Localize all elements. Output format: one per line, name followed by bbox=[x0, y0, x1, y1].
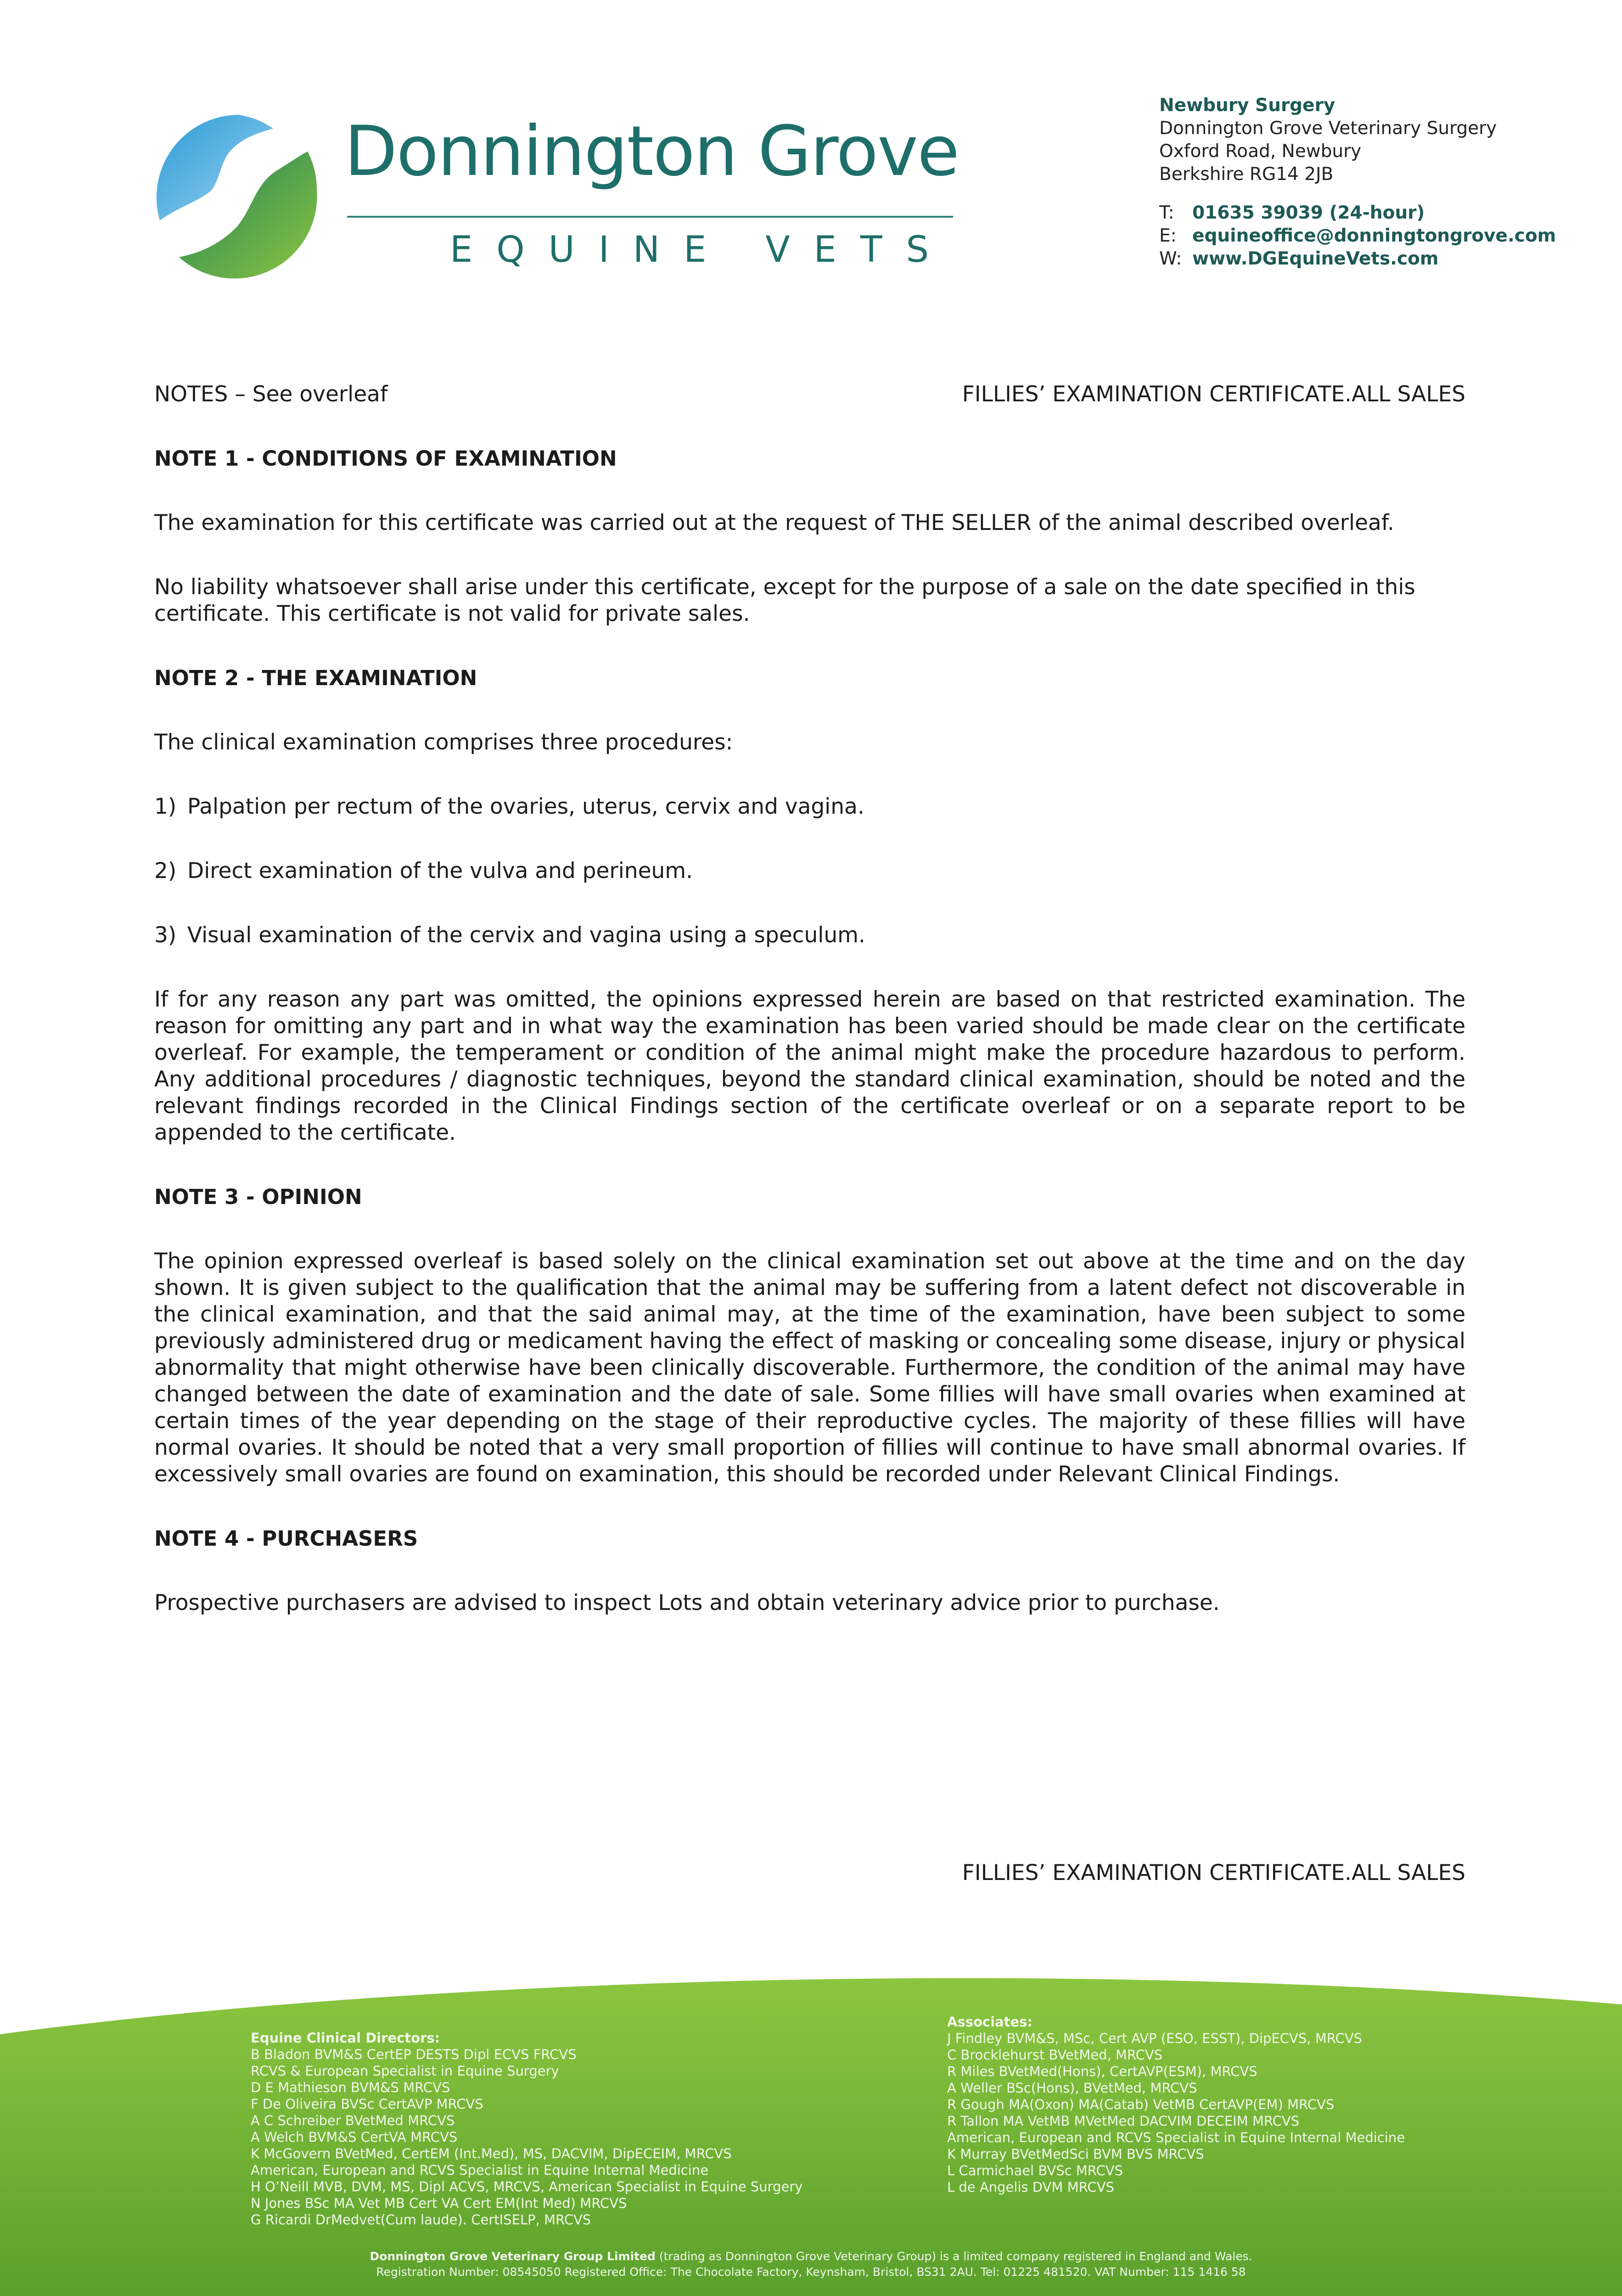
brand-name: Donnington Grove bbox=[344, 112, 959, 191]
note2-paragraph: If for any reason any part was omitted, the opinions expressed herein are based on that restricted examination. The reason for omitting any part and in what way the examination has been varied should be made clear on the certificate overleaf. For example, the temperament or condition of the animal might make the procedure hazardous to perform. Any additional procedures / diagnostic techniques, beyond the standard clinical examination, should be noted and the relevant findings recorded in the Clinical Findings section of the certificate overleaf or on a separate report to be appended to the certificate. bbox=[154, 987, 1465, 1145]
web-label: W: bbox=[1159, 248, 1182, 269]
note1-heading: NOTE 1 - CONDITIONS OF EXAMINATION bbox=[154, 446, 617, 471]
note2-intro: The clinical examination comprises three procedures: bbox=[154, 730, 733, 755]
associate-line: American, European and RCVS Specialist in Equine Internal Medicine bbox=[947, 2130, 1405, 2145]
procedure-item bbox=[154, 922, 1465, 949]
logo-emblem bbox=[152, 110, 326, 285]
legal-text: (trading as Donnington Grove Veterinary Group) is a limited company registered in England and Wales. bbox=[655, 2250, 1252, 2263]
legal-line-2: Registration Number: 08545050 Registered Office: The Chocolate Factory, Keynsham, Bristol, BS31 2AU. Tel: 01225 481520. VAT Number: 115 1416 58 bbox=[376, 2265, 1246, 2279]
associate-line: L Carmichael BVSc MRCVS bbox=[947, 2163, 1123, 2178]
associate-line: R Miles BVetMed(Hons), CertAVP(ESM), MRCVS bbox=[947, 2064, 1257, 2079]
procedure-item bbox=[154, 793, 1465, 820]
associates-list bbox=[947, 2014, 1405, 2195]
notes-reference: NOTES – See overleaf bbox=[154, 382, 388, 407]
associate-line: L de Angelis DVM MRCVS bbox=[947, 2179, 1114, 2195]
procedure-text: Direct examination of the vulva and perineum. bbox=[187, 858, 693, 884]
web-row bbox=[1159, 248, 1556, 270]
note2-heading: NOTE 2 - THE EXAMINATION bbox=[154, 666, 477, 690]
director-line: American, European and RCVS Specialist in Equine Internal Medicine bbox=[251, 2162, 709, 2178]
website-link[interactable]: www.DGEquineVets.com bbox=[1192, 248, 1439, 269]
director-line: B Bladon BVM&S CertEP DESTS Dipl ECVS FRCVS bbox=[251, 2047, 577, 2062]
directors-list bbox=[251, 2030, 803, 2228]
procedure-number: 2) bbox=[154, 858, 177, 884]
contact-block bbox=[1159, 94, 1556, 270]
email-link[interactable]: equineoffice@donningtongrove.com bbox=[1192, 225, 1556, 246]
email-row bbox=[1159, 225, 1556, 248]
procedure-number: 1) bbox=[154, 794, 177, 819]
document-body bbox=[154, 445, 1465, 1654]
address-line: Oxford Road, Newbury bbox=[1159, 141, 1362, 162]
director-line: A C Schreiber BVetMed MRCVS bbox=[251, 2113, 455, 2128]
brand-divider bbox=[347, 216, 953, 218]
associate-line: J Findley BVM&S, MSc, Cert AVP (ESO, ESST), DipECVS, MRCVS bbox=[947, 2031, 1362, 2046]
associate-line: C Brocklehurst BVetMed, MRCVS bbox=[947, 2047, 1163, 2063]
associate-line: K Murray BVetMedSci BVM BVS MRCVS bbox=[947, 2146, 1204, 2162]
phone-row bbox=[1159, 202, 1556, 225]
director-line: RCVS & European Specialist in Equine Surgery bbox=[251, 2063, 559, 2079]
director-line: H O’Neill MVB, DVM, MS, Dipl ACVS, MRCVS, American Specialist in Equine Surgery bbox=[251, 2179, 803, 2195]
director-line: A Welch BVM&S CertVA MRCVS bbox=[251, 2129, 458, 2145]
directors-title: Equine Clinical Directors: bbox=[251, 2030, 440, 2046]
associate-line: A Weller BSc(Hons), BVetMed, MRCVS bbox=[947, 2080, 1197, 2096]
bottom-certificate-title: FILLIES’ EXAMINATION CERTIFICATE.ALL SALES bbox=[962, 1860, 1465, 1885]
procedure-number: 3) bbox=[154, 923, 177, 948]
procedure-item bbox=[154, 858, 1465, 884]
associate-line: R Tallon MA VetMB MVetMed DACVIM DECEIM MRCVS bbox=[947, 2113, 1300, 2129]
director-line: N Jones BSc MA Vet MB Cert VA Cert EM(Int Med) MRCVS bbox=[251, 2195, 627, 2211]
surgery-name: Newbury Surgery bbox=[1159, 95, 1336, 116]
associates-title: Associates: bbox=[947, 2014, 1033, 2030]
brand-subtitle: EQUINE VETS bbox=[450, 229, 953, 270]
company-name: Donnington Grove Veterinary Group Limited bbox=[370, 2250, 656, 2263]
legal-line-1 bbox=[0, 2249, 1622, 2264]
procedure-text: Visual examination of the cervix and vagina using a speculum. bbox=[187, 923, 865, 948]
director-line: D E Mathieson BVM&S MRCVS bbox=[251, 2080, 450, 2095]
associate-line: R Gough MA(Oxon) MA(Catab) VetMB CertAVP(EM) MRCVS bbox=[947, 2097, 1335, 2112]
address-line: Donnington Grove Veterinary Surgery bbox=[1159, 118, 1497, 139]
document-topline bbox=[154, 381, 1465, 408]
phone-number: 01635 39039 (24-hour) bbox=[1192, 203, 1425, 223]
note4-paragraph: Prospective purchasers are advised to inspect Lots and obtain veterinary advice prior to purchase. bbox=[154, 1590, 1220, 1615]
note1-paragraph: No liability whatsoever shall arise under this certificate, except for the purpose of a sale on the date specified in this certificate. This certificate is not valid for private sales. bbox=[154, 574, 1415, 626]
director-line: G Ricardi DrMedvet(Cum laude). CertISELP, MRCVS bbox=[251, 2212, 591, 2228]
note1-paragraph: The examination for this certificate was carried out at the request of THE SELLER of the animal described overleaf. bbox=[154, 510, 1394, 535]
note3-heading: NOTE 3 - OPINION bbox=[154, 1185, 362, 1209]
note3-paragraph: The opinion expressed overleaf is based solely on the clinical examination set out above at the time and on the day shown. It is given subject to the qualification that the animal may be suffering from a latent defect not discoverable in the clinical examination, and that the said animal may, at the time of the examination, have been subject to some previously administered drug or medicament having the effect of masking or concealing some disease, injury or physical abnormality that might otherwise have been clinically discoverable. Furthermore, the condition of the animal may have changed between the date of examination and the date of sale. Some fillies will have small ovaries when examined at certain times of the year depending on the stage of their reproductive cycles. The majority of these fillies will have normal ovaries. It should be noted that a very small proportion of fillies will continue to have small abnormal ovaries. If excessively small ovaries are found on examination, this should be recorded under Relevant Clinical Findings. bbox=[154, 1249, 1465, 1487]
certificate-title: FILLIES’ EXAMINATION CERTIFICATE.ALL SALES bbox=[962, 382, 1465, 407]
director-line: F De Oliveira BVSc CertAVP MRCVS bbox=[251, 2096, 483, 2112]
legal-notice bbox=[0, 2249, 1622, 2280]
address-line: Berkshire RG14 2JB bbox=[1159, 164, 1334, 185]
procedure-text: Palpation per rectum of the ovaries, uterus, cervix and vagina. bbox=[187, 794, 864, 819]
note4-heading: NOTE 4 - PURCHASERS bbox=[154, 1526, 418, 1551]
email-label: E: bbox=[1159, 225, 1177, 246]
phone-label: T: bbox=[1159, 203, 1174, 223]
director-line: K McGovern BVetMed, CertEM (Int.Med), MS, DACVIM, DipECEIM, MRCVS bbox=[251, 2146, 732, 2161]
